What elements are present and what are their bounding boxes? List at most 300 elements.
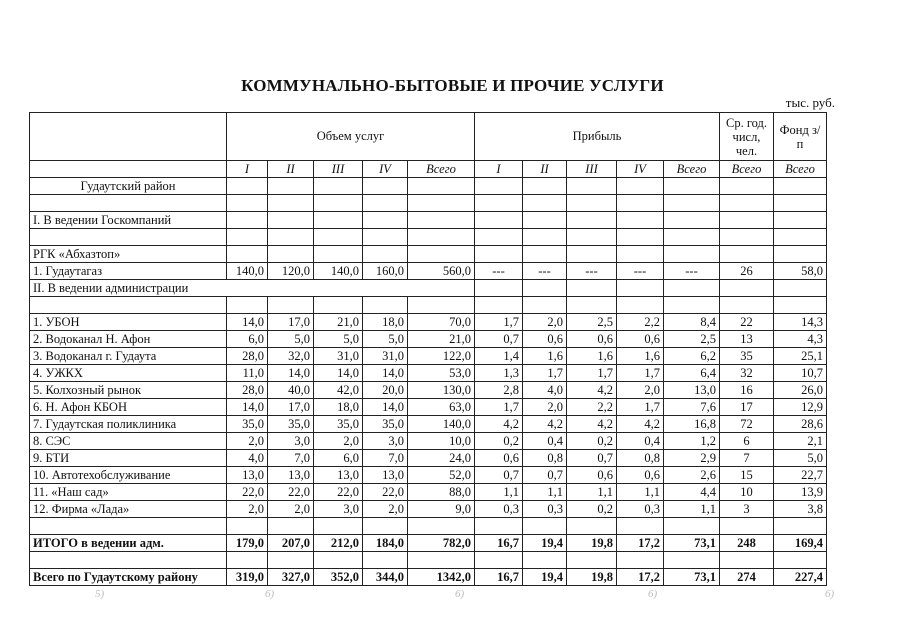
empty-cell <box>314 246 363 263</box>
empty-cell <box>720 552 774 569</box>
empty-cell <box>268 297 314 314</box>
row-value: 26 <box>720 263 774 280</box>
row-value: 1,7 <box>617 399 664 416</box>
row-value: 10 <box>720 484 774 501</box>
row-value: 5,0 <box>363 331 408 348</box>
row-value: 32 <box>720 365 774 382</box>
row-value: 35,0 <box>268 416 314 433</box>
blank-row-label <box>30 518 227 535</box>
subheader-row <box>30 161 827 178</box>
row-value: 1,6 <box>617 348 664 365</box>
row-value: 16,8 <box>664 416 720 433</box>
row-value: 560,0 <box>408 263 475 280</box>
row-value: 16,7 <box>475 535 523 552</box>
row-value: 207,0 <box>268 535 314 552</box>
header-volume: Объем услуг <box>227 113 475 161</box>
subheader-vol-q4: IV <box>363 161 408 178</box>
footer-mark: 6) <box>648 588 658 600</box>
empty-cell <box>408 552 475 569</box>
empty-cell <box>664 280 720 297</box>
blank-row-label <box>30 297 227 314</box>
row-value: 13 <box>720 331 774 348</box>
empty-cell <box>227 178 268 195</box>
row-label: 9. БТИ <box>30 450 227 467</box>
row-label: 7. Гудаутская поликлиника <box>30 416 227 433</box>
row-value: 0,7 <box>475 467 523 484</box>
row-value: 0,4 <box>617 433 664 450</box>
row-value: 11,0 <box>227 365 268 382</box>
row-value: 19,4 <box>523 535 567 552</box>
empty-cell <box>720 195 774 212</box>
subheader-profit-q1: I <box>475 161 523 178</box>
row-value: 18,0 <box>363 314 408 331</box>
row-value: 0,6 <box>617 467 664 484</box>
row-value: 13,0 <box>363 467 408 484</box>
row-value: 5,0 <box>774 450 827 467</box>
empty-cell <box>227 229 268 246</box>
row-value: 22,0 <box>363 484 408 501</box>
empty-cell <box>567 195 617 212</box>
row-label: 1. УБОН <box>30 314 227 331</box>
empty-cell <box>523 246 567 263</box>
row-value: 1,4 <box>475 348 523 365</box>
row-value: 28,6 <box>774 416 827 433</box>
row-value: 4,0 <box>227 450 268 467</box>
row-value: 0,6 <box>475 450 523 467</box>
table-row <box>30 467 827 484</box>
row-value: 4,2 <box>523 416 567 433</box>
empty-cell <box>314 552 363 569</box>
row-value: 17 <box>720 399 774 416</box>
row-value: 1342,0 <box>408 569 475 586</box>
row-value: 2,2 <box>567 399 617 416</box>
table-row <box>30 433 827 450</box>
row-value: 184,0 <box>363 535 408 552</box>
row-label: 5. Колхозный рынок <box>30 382 227 399</box>
row-value: 58,0 <box>774 263 827 280</box>
row-value: 3 <box>720 501 774 518</box>
row-value: 19,8 <box>567 535 617 552</box>
row-value: 88,0 <box>408 484 475 501</box>
section1-row <box>30 212 827 229</box>
empty-cell <box>720 212 774 229</box>
empty-cell <box>664 178 720 195</box>
table-body <box>30 113 827 586</box>
row-value: 1,6 <box>523 348 567 365</box>
empty-cell <box>475 552 523 569</box>
empty-cell <box>475 297 523 314</box>
empty-cell <box>617 178 664 195</box>
subheader-vol-q1: I <box>227 161 268 178</box>
row-value: 22,0 <box>227 484 268 501</box>
row-value: 1,7 <box>475 314 523 331</box>
empty-cell <box>774 246 827 263</box>
row-value: 2,8 <box>475 382 523 399</box>
row-value: 319,0 <box>227 569 268 586</box>
empty-cell <box>227 212 268 229</box>
empty-cell <box>774 518 827 535</box>
row-value: 327,0 <box>268 569 314 586</box>
empty-cell <box>314 212 363 229</box>
row-value: 24,0 <box>408 450 475 467</box>
empty-cell <box>617 229 664 246</box>
row-value: 1,7 <box>475 399 523 416</box>
empty-cell <box>475 229 523 246</box>
row-value: 28,0 <box>227 348 268 365</box>
empty-cell <box>720 297 774 314</box>
row-value: 6,4 <box>664 365 720 382</box>
empty-cell <box>268 552 314 569</box>
row-label: 6. Н. Афон КБОН <box>30 399 227 416</box>
row-value: 9,0 <box>408 501 475 518</box>
empty-cell <box>475 195 523 212</box>
empty-cell <box>567 297 617 314</box>
blank-row-label <box>30 195 227 212</box>
row-label: Всего по Гудаутскому району <box>30 569 227 586</box>
row-value: 0,6 <box>567 331 617 348</box>
empty-cell <box>617 552 664 569</box>
empty-cell <box>774 229 827 246</box>
footer-mark: 5) <box>95 588 105 600</box>
page-title: КОММУНАЛЬНО-БЫТОВЫЕ И ПРОЧИЕ УСЛУГИ <box>241 76 664 95</box>
region-row-label: Гудаутский район <box>30 178 227 195</box>
empty-cell <box>664 518 720 535</box>
row-value: 6,2 <box>664 348 720 365</box>
empty-cell <box>408 229 475 246</box>
row-value: 13,0 <box>227 467 268 484</box>
row-value: 14,0 <box>314 365 363 382</box>
subheader-staff-total: Всего <box>720 161 774 178</box>
row-value: 0,7 <box>523 467 567 484</box>
empty-cell <box>268 178 314 195</box>
row-value: 5,0 <box>268 331 314 348</box>
row-value: 248 <box>720 535 774 552</box>
row-value: 4,2 <box>567 416 617 433</box>
row-value: 21,0 <box>408 331 475 348</box>
row-value: 10,7 <box>774 365 827 382</box>
row-value: 4,2 <box>617 416 664 433</box>
empty-cell <box>363 178 408 195</box>
empty-cell <box>567 518 617 535</box>
row-label: 2. Водоканал Н. Афон <box>30 331 227 348</box>
blank-row-label <box>30 552 227 569</box>
empty-cell <box>774 195 827 212</box>
section2-row <box>30 280 827 297</box>
row-value: 0,7 <box>475 331 523 348</box>
table-row <box>30 348 827 365</box>
row-value: 7,0 <box>363 450 408 467</box>
row-value: 2,9 <box>664 450 720 467</box>
empty-cell <box>720 280 774 297</box>
row-value: 14,3 <box>774 314 827 331</box>
blank-row <box>30 552 827 569</box>
row-value: 13,0 <box>268 467 314 484</box>
empty-cell <box>408 195 475 212</box>
row-value: 2,5 <box>567 314 617 331</box>
row-label: 11. «Наш сад» <box>30 484 227 501</box>
row-value: 782,0 <box>408 535 475 552</box>
row-value: 26,0 <box>774 382 827 399</box>
empty-cell <box>720 178 774 195</box>
row-value: 17,2 <box>617 535 664 552</box>
row-value: 274 <box>720 569 774 586</box>
row-value: 2,0 <box>227 501 268 518</box>
row-value: 14,0 <box>268 365 314 382</box>
empty-cell <box>314 178 363 195</box>
row-value: 14,0 <box>227 314 268 331</box>
row-label: 8. СЭС <box>30 433 227 450</box>
empty-cell <box>363 518 408 535</box>
blank-row <box>30 518 827 535</box>
empty-cell <box>617 212 664 229</box>
row-value: 13,9 <box>774 484 827 501</box>
row-value: 32,0 <box>268 348 314 365</box>
row-value: 0,4 <box>523 433 567 450</box>
row-value: 1,3 <box>475 365 523 382</box>
row-value: 18,0 <box>314 399 363 416</box>
row-value: 2,6 <box>664 467 720 484</box>
row-value: 0,6 <box>567 467 617 484</box>
row-value: 19,4 <box>523 569 567 586</box>
row-value: 35 <box>720 348 774 365</box>
row-value: 42,0 <box>314 382 363 399</box>
footer-marks <box>0 588 905 618</box>
empty-cell <box>774 212 827 229</box>
subheader-profit-q3: III <box>567 161 617 178</box>
row-value: 3,0 <box>363 433 408 450</box>
empty-cell <box>475 518 523 535</box>
row-value: 0,3 <box>523 501 567 518</box>
row-value: 22,7 <box>774 467 827 484</box>
row-value: 35,0 <box>363 416 408 433</box>
row-value: 6,0 <box>227 331 268 348</box>
total-region-row <box>30 569 827 586</box>
header-avg-staff: Ср. год. числ, чел. <box>720 113 774 161</box>
empty-cell <box>408 297 475 314</box>
empty-cell <box>475 246 523 263</box>
row-value: 344,0 <box>363 569 408 586</box>
empty-cell <box>363 212 408 229</box>
blank-row <box>30 229 827 246</box>
empty-cell <box>617 280 664 297</box>
empty-cell <box>363 229 408 246</box>
subheader-fund-total: Всего <box>774 161 827 178</box>
row-value: --- <box>475 263 523 280</box>
empty-cell <box>523 297 567 314</box>
row-value: 122,0 <box>408 348 475 365</box>
region-row <box>30 178 827 195</box>
row-value: 31,0 <box>314 348 363 365</box>
row-value: 352,0 <box>314 569 363 586</box>
row-value: 35,0 <box>314 416 363 433</box>
empty-cell <box>475 212 523 229</box>
row-label: ИТОГО в ведении адм. <box>30 535 227 552</box>
row-value: 2,0 <box>523 399 567 416</box>
row-value: 28,0 <box>227 382 268 399</box>
row-value: 16,7 <box>475 569 523 586</box>
row-value: 7 <box>720 450 774 467</box>
row-label: 4. УЖКХ <box>30 365 227 382</box>
row-value: 3,0 <box>268 433 314 450</box>
row-value: 17,0 <box>268 399 314 416</box>
row-value: 179,0 <box>227 535 268 552</box>
empty-cell <box>227 246 268 263</box>
empty-cell <box>475 280 523 297</box>
empty-cell <box>567 280 617 297</box>
section1-row-label: I. В ведении Госкомпаний <box>30 212 227 229</box>
row-value: 2,0 <box>363 501 408 518</box>
row-value: 72 <box>720 416 774 433</box>
footer-mark: 6) <box>455 588 465 600</box>
empty-cell <box>314 297 363 314</box>
empty-cell <box>363 552 408 569</box>
header-blank <box>30 113 227 161</box>
blank-row <box>30 195 827 212</box>
row-value: 2,0 <box>314 433 363 450</box>
table-row <box>30 450 827 467</box>
gudautagaz-row <box>30 263 827 280</box>
table-row <box>30 314 827 331</box>
empty-cell <box>567 552 617 569</box>
row-value: 0,2 <box>567 433 617 450</box>
row-label: 1. Гудаутагаз <box>30 263 227 280</box>
row-value: --- <box>617 263 664 280</box>
row-value: 4,2 <box>567 382 617 399</box>
empty-cell <box>567 229 617 246</box>
row-value: 6 <box>720 433 774 450</box>
empty-cell <box>408 518 475 535</box>
empty-cell <box>227 518 268 535</box>
row-value: 14,0 <box>363 365 408 382</box>
row-value: 53,0 <box>408 365 475 382</box>
empty-cell <box>523 212 567 229</box>
row-value: 22,0 <box>268 484 314 501</box>
units-note: тыс. руб. <box>785 95 835 110</box>
empty-cell <box>314 195 363 212</box>
row-value: 0,6 <box>523 331 567 348</box>
empty-cell <box>720 518 774 535</box>
row-value: 140,0 <box>408 416 475 433</box>
row-value: 21,0 <box>314 314 363 331</box>
table-row <box>30 365 827 382</box>
row-label: 10. Автотехобслуживание <box>30 467 227 484</box>
row-value: 17,2 <box>617 569 664 586</box>
row-value: 140,0 <box>227 263 268 280</box>
row-value: 52,0 <box>408 467 475 484</box>
row-value: 6,0 <box>314 450 363 467</box>
empty-cell <box>664 297 720 314</box>
company-row-label: РГК «Абхазтоп» <box>30 246 227 263</box>
row-value: 140,0 <box>314 263 363 280</box>
empty-cell <box>567 178 617 195</box>
row-value: --- <box>664 263 720 280</box>
row-value: 63,0 <box>408 399 475 416</box>
table-row <box>30 382 827 399</box>
row-value: 15 <box>720 467 774 484</box>
empty-cell <box>617 195 664 212</box>
row-value: 227,4 <box>774 569 827 586</box>
empty-cell <box>268 246 314 263</box>
row-value: 0,8 <box>617 450 664 467</box>
row-value: 73,1 <box>664 569 720 586</box>
row-value: 4,3 <box>774 331 827 348</box>
empty-cell <box>774 552 827 569</box>
row-label: 3. Водоканал г. Гудаута <box>30 348 227 365</box>
empty-cell <box>523 195 567 212</box>
table-row <box>30 331 827 348</box>
table-row <box>30 484 827 501</box>
empty-cell <box>227 552 268 569</box>
row-value: 1,1 <box>523 484 567 501</box>
blank-row <box>30 297 827 314</box>
blank-row-label <box>30 229 227 246</box>
row-value: 160,0 <box>363 263 408 280</box>
empty-cell <box>363 246 408 263</box>
row-value: 1,1 <box>664 501 720 518</box>
row-value: 10,0 <box>408 433 475 450</box>
section2-label: II. В ведении администрации <box>30 280 475 297</box>
row-label: 12. Фирма «Лада» <box>30 501 227 518</box>
subheader-vol-q3: III <box>314 161 363 178</box>
row-value: 2,0 <box>617 382 664 399</box>
empty-cell <box>664 212 720 229</box>
footer-mark: 6) <box>825 588 835 600</box>
row-value: 17,0 <box>268 314 314 331</box>
empty-cell <box>268 212 314 229</box>
row-value: 0,6 <box>617 331 664 348</box>
row-value: 14,0 <box>363 399 408 416</box>
subheader-profit-total: Всего <box>664 161 720 178</box>
header-row <box>30 113 827 161</box>
empty-cell <box>227 297 268 314</box>
row-value: 2,5 <box>664 331 720 348</box>
row-value: 35,0 <box>227 416 268 433</box>
row-value: 31,0 <box>363 348 408 365</box>
row-value: 0,3 <box>617 501 664 518</box>
row-value: 8,4 <box>664 314 720 331</box>
empty-cell <box>523 518 567 535</box>
row-value: 4,2 <box>475 416 523 433</box>
empty-cell <box>720 246 774 263</box>
row-value: 12,9 <box>774 399 827 416</box>
empty-cell <box>227 195 268 212</box>
row-value: 13,0 <box>664 382 720 399</box>
row-value: 1,1 <box>567 484 617 501</box>
empty-cell <box>268 229 314 246</box>
empty-cell <box>617 518 664 535</box>
empty-cell <box>408 246 475 263</box>
empty-cell <box>664 229 720 246</box>
row-value: 13,0 <box>314 467 363 484</box>
empty-cell <box>774 178 827 195</box>
row-value: 19,8 <box>567 569 617 586</box>
row-value: 2,2 <box>617 314 664 331</box>
row-value: 0,7 <box>567 450 617 467</box>
subheader-blank <box>30 161 227 178</box>
empty-cell <box>408 178 475 195</box>
empty-cell <box>314 518 363 535</box>
row-value: 1,1 <box>475 484 523 501</box>
row-value: 16 <box>720 382 774 399</box>
row-value: 4,0 <box>523 382 567 399</box>
row-value: 22 <box>720 314 774 331</box>
row-value: 0,2 <box>567 501 617 518</box>
row-value: 20,0 <box>363 382 408 399</box>
row-value: 1,6 <box>567 348 617 365</box>
empty-cell <box>774 297 827 314</box>
row-value: 169,4 <box>774 535 827 552</box>
subheader-profit-q2: II <box>523 161 567 178</box>
